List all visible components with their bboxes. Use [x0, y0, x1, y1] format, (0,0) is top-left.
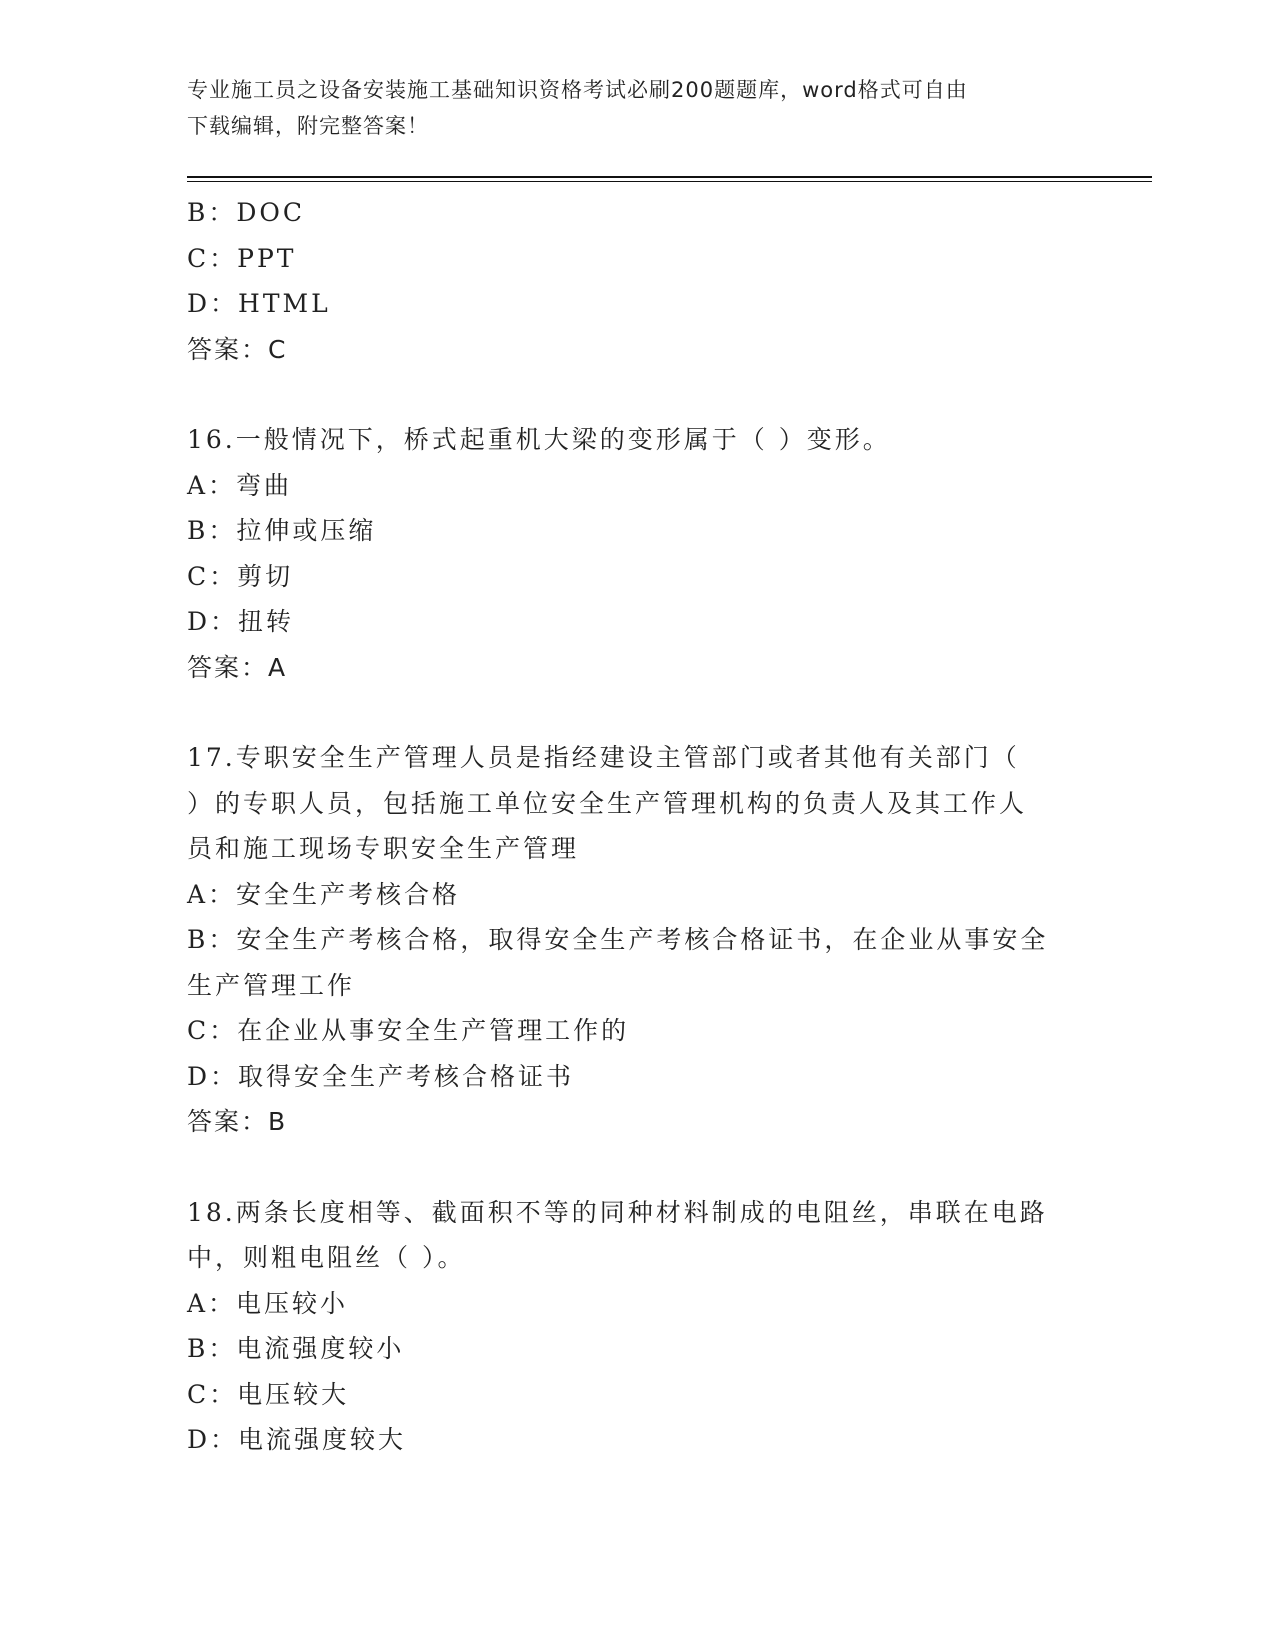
- spacer: [187, 372, 1087, 417]
- option-b-line-1: B：安全生产考核合格，取得安全生产考核合格证书，在企业从事安全: [187, 925, 1049, 954]
- spacer: [187, 690, 1087, 735]
- question-15-continued: [187, 190, 1087, 372]
- option-d: D：HTML: [187, 289, 331, 318]
- header-line-1: 专业施工员之设备安装施工基础知识资格考试必刷200题题库，word格式可自由: [187, 78, 968, 102]
- option-d: D：电流强度较大: [187, 1425, 407, 1454]
- question-text-line-1: 17.专职安全生产管理人员是指经建设主管部门或者其他有关部门（: [187, 743, 1020, 772]
- question-18: [187, 1190, 1087, 1463]
- option-a: A：弯曲: [187, 470, 293, 500]
- question-text-line-1: 18.两条长度相等、截面积不等的同种材料制成的电阻丝，串联在电路: [187, 1197, 1048, 1227]
- option-c: C：在企业从事安全生产管理工作的: [187, 1016, 630, 1045]
- option-a: A：电压较小: [187, 1288, 349, 1318]
- question-16: [187, 417, 1087, 690]
- option-d: D：扭转: [187, 607, 295, 636]
- header-divider-thick: [187, 176, 1152, 178]
- question-text-line-2: ）的专职人员，包括施工单位安全生产管理机构的负责人及其工作人: [187, 788, 1028, 818]
- answer-line: 答案：C: [187, 334, 288, 364]
- option-b: B：拉伸或压缩: [187, 516, 377, 545]
- question-text: 16.一般情况下，桥式起重机大梁的变形属于（ ）变形。: [187, 425, 891, 454]
- option-b-line-2: 生产管理工作: [187, 970, 356, 1000]
- header-line-2: 下载编辑，附完整答案！: [187, 114, 429, 138]
- option-b: B：DOC: [187, 198, 306, 227]
- answer-line: 答案：A: [187, 652, 288, 682]
- document-header: [187, 72, 1067, 144]
- spacer: [187, 1145, 1087, 1190]
- option-a: A：安全生产考核合格: [187, 879, 461, 909]
- option-c: C：剪切: [187, 561, 294, 591]
- header-divider-thin: [187, 181, 1152, 182]
- option-d: D：取得安全生产考核合格证书: [187, 1061, 575, 1091]
- question-17: [187, 735, 1087, 1145]
- option-b: B：电流强度较小: [187, 1334, 405, 1363]
- option-c: C：PPT: [187, 243, 297, 273]
- question-text-line-2: 中，则粗电阻丝（ ）。: [187, 1243, 466, 1272]
- option-c: C：电压较大: [187, 1379, 350, 1409]
- answer-line: 答案：B: [187, 1107, 288, 1136]
- question-text-line-3: 员和施工现场专职安全生产管理: [187, 834, 580, 863]
- question-list: [187, 190, 1087, 1463]
